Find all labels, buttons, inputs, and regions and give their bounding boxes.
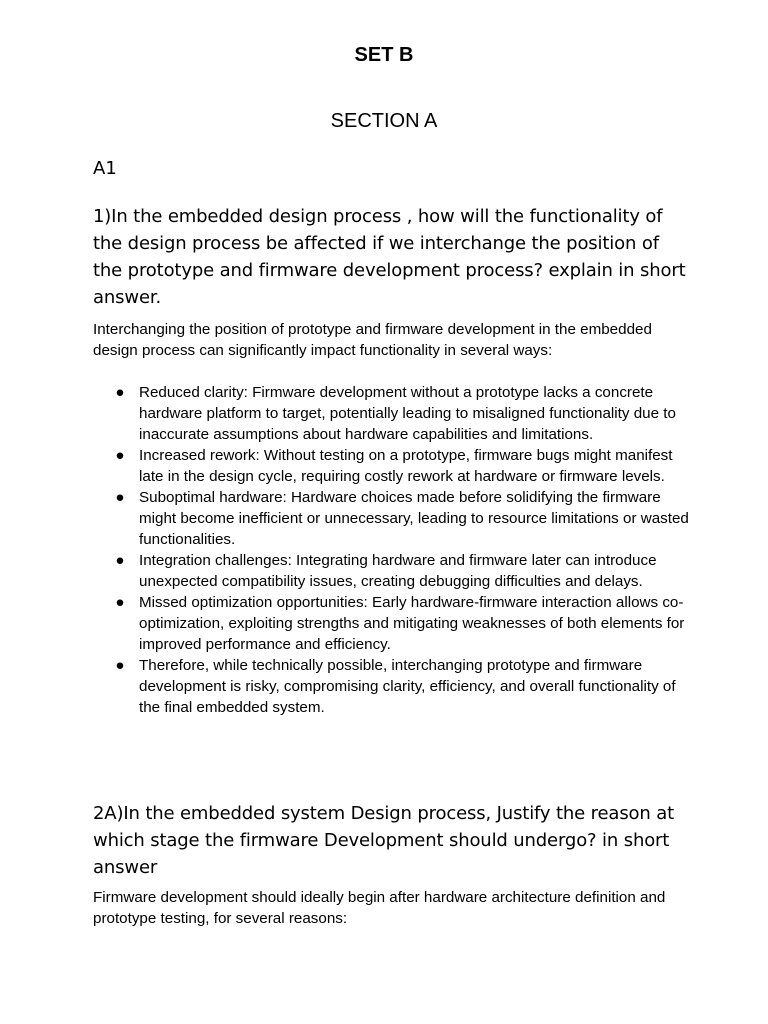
bullet-item — [113, 655, 693, 718]
bullet-dot-icon: ● — [115, 594, 125, 611]
section-title: SECTION A — [330, 110, 438, 132]
set-title: SET B — [354, 44, 414, 66]
bullet-text: Reduced clarity: Firmware development without a prototype lacks a concrete hardware platform to target, potentially leading to misaligned functionality due to inaccurate assumptions about hardware capabilities and limitations. — [139, 384, 676, 443]
bullet-text: Therefore, while technically possible, interchanging prototype and firmware development is risky, compromising clarity, efficiency, and overall functionality of the final embedded system. — [139, 657, 676, 716]
bullet-text: Increased rework: Without testing on a prototype, firmware bugs might manifest late in the design cycle, requiring costly rework at hardware or firmware levels. — [139, 447, 673, 485]
bullet-item — [113, 382, 693, 445]
bullet-dot-icon: ● — [115, 657, 125, 674]
bullet-item — [113, 445, 693, 487]
question-2a: 2A)In the embedded system Design process, Justify the reason at which stage the firmware Development should undergo? in short answer — [93, 803, 675, 878]
bullet-text: Missed optimization opportunities: Early hardware-firmware interaction allows co-optimization, exploiting strengths and mitigating weaknesses of both elements for improved performance and efficiency. — [139, 594, 685, 653]
answer-1-intro: Interchanging the position of prototype and firmware development in the embedded design process can significantly impact functionality in several ways: — [93, 321, 652, 359]
bullet-dot-icon: ● — [115, 384, 125, 401]
bullet-dot-icon: ● — [115, 489, 125, 506]
bullet-item — [113, 550, 693, 592]
subsection-label: A1 — [93, 158, 117, 179]
bullet-text: Integration challenges: Integrating hardware and firmware later can introduce unexpected compatibility issues, creating debugging difficulties and delays. — [139, 552, 657, 590]
bullet-dot-icon: ● — [115, 552, 125, 569]
bullet-item — [113, 592, 693, 655]
answer-2a-intro: Firmware development should ideally begin after hardware architecture definition and prototype testing, for several reasons: — [93, 889, 666, 927]
question-1: 1)In the embedded design process , how will the functionality of the design process be affected if we interchange the position of the prototype and firmware development process? explain in short answer. — [93, 206, 686, 308]
bullet-dot-icon: ● — [115, 447, 125, 464]
bullet-item — [113, 487, 693, 550]
bullet-text: Suboptimal hardware: Hardware choices made before solidifying the firmware might become inefficient or unnecessary, leading to resource limitations or wasted functionalities. — [139, 489, 689, 548]
answer-1-bullet-list — [113, 382, 693, 718]
